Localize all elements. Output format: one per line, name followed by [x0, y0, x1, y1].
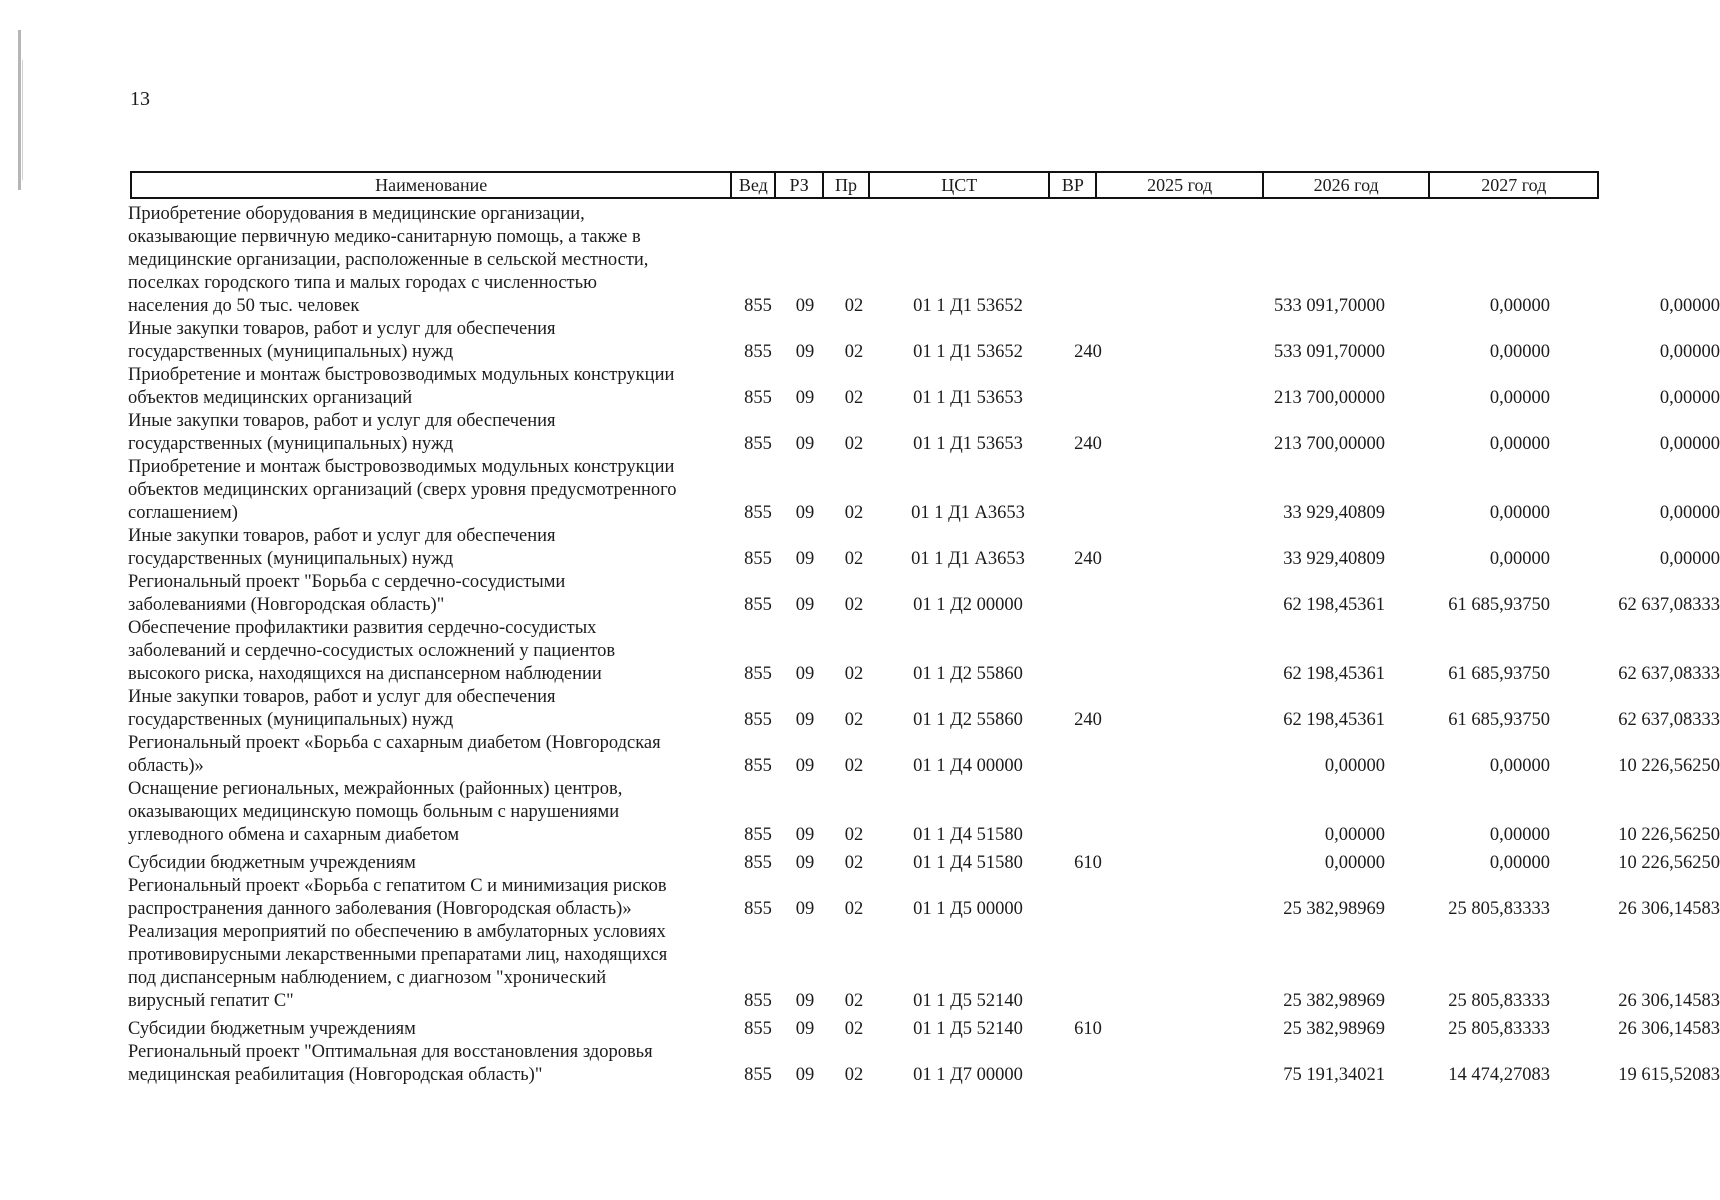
- cell-2025: 213 700,00000: [1274, 434, 1385, 454]
- table-row: [128, 686, 1720, 732]
- cell-2027: 62 637,08333: [1618, 664, 1720, 684]
- table-row: [128, 203, 1720, 318]
- table-row: [128, 525, 1720, 571]
- cell-rz: 09: [795, 434, 815, 454]
- cell-2027: 26 306,14583: [1618, 899, 1720, 919]
- header-2025: 2025 год: [1097, 173, 1264, 197]
- cell-2026: 25 805,83333: [1448, 899, 1550, 919]
- table-row: [128, 1041, 1720, 1087]
- cell-cst: 01 1 Д2 00000: [913, 595, 1023, 615]
- cell-ved: 855: [744, 342, 772, 362]
- cell-2025: 533 091,70000: [1274, 342, 1385, 362]
- table-row: [128, 875, 1720, 921]
- cell-cst: 01 1 Д1 А3653: [911, 503, 1025, 523]
- cell-rz: 09: [795, 710, 815, 730]
- cell-pr: 02: [844, 825, 864, 845]
- cell-ved: 855: [744, 434, 772, 454]
- row-name: Субсидии бюджетным учреждениям: [128, 1019, 416, 1039]
- table-body: [128, 203, 1720, 1087]
- cell-vr: 240: [1074, 434, 1102, 454]
- header-cst: ЦСТ: [870, 173, 1051, 197]
- cell-2025: 213 700,00000: [1274, 388, 1385, 408]
- cell-cst: 01 1 Д2 55860: [913, 664, 1023, 684]
- cell-rz: 09: [795, 503, 815, 523]
- cell-2026: 0,00000: [1489, 388, 1550, 408]
- cell-cst: 01 1 Д5 00000: [913, 899, 1023, 919]
- cell-2027: 10 226,56250: [1618, 756, 1720, 776]
- cell-2025: 0,00000: [1324, 825, 1385, 845]
- cell-pr: 02: [844, 342, 864, 362]
- cell-pr: 02: [844, 434, 864, 454]
- cell-pr: 02: [844, 853, 864, 873]
- cell-2027: 26 306,14583: [1618, 1019, 1720, 1039]
- scan-edge-mark: [18, 30, 21, 190]
- row-name: Иные закупки товаров, работ и услуг для обеспечения государственных (муниципальных) нужд: [128, 687, 556, 730]
- cell-2027: 0,00000: [1659, 549, 1720, 569]
- cell-cst: 01 1 Д1 53653: [913, 388, 1023, 408]
- cell-rz: 09: [795, 825, 815, 845]
- cell-pr: 02: [844, 664, 864, 684]
- table-row: [128, 364, 1720, 410]
- table-row: [128, 921, 1720, 1013]
- cell-cst: 01 1 Д1 А3653: [911, 549, 1025, 569]
- table-header: [130, 171, 1599, 199]
- cell-2027: 62 637,08333: [1618, 595, 1720, 615]
- table-row: [128, 617, 1720, 686]
- row-name: Приобретение оборудования в медицинские организации, оказывающие первичную медико-санитарную помощь, а также в медицинские организации, расположенные в сельской местности, поселках городского типа и малых городах с численностью населения до 50 тыс. человек: [128, 204, 649, 316]
- cell-ved: 855: [744, 503, 772, 523]
- cell-2025: 25 382,98969: [1283, 899, 1385, 919]
- cell-2027: 10 226,56250: [1618, 853, 1720, 873]
- cell-rz: 09: [795, 388, 815, 408]
- table-row: [128, 778, 1720, 847]
- cell-cst: 01 1 Д4 51580: [913, 853, 1023, 873]
- row-name: Обеспечение профилактики развития сердечно-сосудистых заболеваний и сердечно-сосудистых осложнений у пациентов высокого риска, находящихся на диспансерном наблюдении: [128, 618, 616, 684]
- cell-pr: 02: [844, 503, 864, 523]
- cell-vr: 610: [1074, 1019, 1102, 1039]
- cell-rz: 09: [795, 296, 815, 316]
- cell-cst: 01 1 Д2 55860: [913, 710, 1023, 730]
- cell-2025: 533 091,70000: [1274, 296, 1385, 316]
- row-name: Иные закупки товаров, работ и услуг для обеспечения государственных (муниципальных) нужд: [128, 319, 556, 362]
- cell-2026: 14 474,27083: [1448, 1065, 1550, 1085]
- header-rz: РЗ: [776, 173, 824, 197]
- header-vr: ВР: [1050, 173, 1097, 197]
- cell-2025: 0,00000: [1324, 756, 1385, 776]
- cell-cst: 01 1 Д5 52140: [913, 991, 1023, 1011]
- cell-ved: 855: [744, 549, 772, 569]
- cell-2027: 0,00000: [1659, 388, 1720, 408]
- table-row: [128, 318, 1720, 364]
- cell-ved: 855: [744, 1065, 772, 1085]
- table-row: [128, 1018, 1720, 1041]
- table-row: [128, 456, 1720, 525]
- cell-pr: 02: [844, 1019, 864, 1039]
- cell-rz: 09: [795, 899, 815, 919]
- cell-pr: 02: [844, 1065, 864, 1085]
- cell-2026: 61 685,93750: [1448, 595, 1550, 615]
- cell-2027: 0,00000: [1659, 342, 1720, 362]
- page-number: 13: [130, 88, 150, 110]
- cell-2026: 25 805,83333: [1448, 1019, 1550, 1039]
- row-name: Реализация мероприятий по обеспечению в амбулаторных условиях противовирусными лекарственными препаратами лиц, находящихся под диспансерным наблюдением, с диагнозом "хронический вирусный гепатит С": [128, 922, 668, 1011]
- header-ved: Вед: [732, 173, 776, 197]
- cell-2025: 33 929,40809: [1283, 549, 1385, 569]
- cell-2025: 25 382,98969: [1283, 1019, 1385, 1039]
- table-row: [128, 410, 1720, 456]
- cell-ved: 855: [744, 296, 772, 316]
- cell-ved: 855: [744, 710, 772, 730]
- cell-2026: 0,00000: [1489, 756, 1550, 776]
- cell-rz: 09: [795, 549, 815, 569]
- table-row: [128, 852, 1720, 875]
- cell-2026: 61 685,93750: [1448, 710, 1550, 730]
- cell-cst: 01 1 Д1 53653: [913, 434, 1023, 454]
- cell-pr: 02: [844, 756, 864, 776]
- cell-2027: 0,00000: [1659, 434, 1720, 454]
- cell-ved: 855: [744, 595, 772, 615]
- cell-ved: 855: [744, 1019, 772, 1039]
- cell-vr: 240: [1074, 342, 1102, 362]
- cell-2025: 0,00000: [1324, 853, 1385, 873]
- cell-2025: 62 198,45361: [1283, 595, 1385, 615]
- cell-ved: 855: [744, 991, 772, 1011]
- cell-2027: 0,00000: [1659, 503, 1720, 523]
- cell-cst: 01 1 Д1 53652: [913, 296, 1023, 316]
- cell-vr: 240: [1074, 549, 1102, 569]
- row-name: Региональный проект «Борьба с сахарным диабетом (Новгородская область)»: [128, 733, 661, 776]
- cell-pr: 02: [844, 595, 864, 615]
- cell-2025: 25 382,98969: [1283, 991, 1385, 1011]
- cell-pr: 02: [844, 549, 864, 569]
- cell-ved: 855: [744, 664, 772, 684]
- cell-cst: 01 1 Д7 00000: [913, 1065, 1023, 1085]
- cell-ved: 855: [744, 825, 772, 845]
- cell-2026: 0,00000: [1489, 503, 1550, 523]
- cell-rz: 09: [795, 664, 815, 684]
- cell-2025: 33 929,40809: [1283, 503, 1385, 523]
- header-2026: 2026 год: [1264, 173, 1431, 197]
- row-name: Региональный проект "Борьба с сердечно-сосудистыми заболеваниями (Новгородская область)": [128, 572, 566, 615]
- cell-2025: 62 198,45361: [1283, 710, 1385, 730]
- cell-ved: 855: [744, 853, 772, 873]
- cell-2026: 0,00000: [1489, 342, 1550, 362]
- cell-cst: 01 1 Д5 52140: [913, 1019, 1023, 1039]
- cell-2027: 10 226,56250: [1618, 825, 1720, 845]
- cell-ved: 855: [744, 899, 772, 919]
- row-name: Региональный проект "Оптимальная для восстановления здоровья медицинская реабилитация (Новгородская область)": [128, 1042, 653, 1085]
- header-name: Наименование: [132, 173, 732, 197]
- row-name: Иные закупки товаров, работ и услуг для обеспечения государственных (муниципальных) нужд: [128, 411, 556, 454]
- cell-2026: 61 685,93750: [1448, 664, 1550, 684]
- cell-rz: 09: [795, 342, 815, 362]
- cell-2026: 0,00000: [1489, 549, 1550, 569]
- cell-cst: 01 1 Д4 00000: [913, 756, 1023, 776]
- cell-rz: 09: [795, 853, 815, 873]
- cell-2027: 0,00000: [1659, 296, 1720, 316]
- cell-vr: 240: [1074, 710, 1102, 730]
- row-name: Приобретение и монтаж быстровозводимых модульных конструкции объектов медицинских организаций (сверх уровня предусмотренного соглашением): [128, 457, 677, 523]
- cell-cst: 01 1 Д1 53652: [913, 342, 1023, 362]
- cell-cst: 01 1 Д4 51580: [913, 825, 1023, 845]
- row-name: Оснащение региональных, межрайонных (районных) центров, оказывающих медицинскую помощь больным с нарушениями углеводного обмена и сахарным диабетом: [128, 779, 623, 845]
- cell-2025: 62 198,45361: [1283, 664, 1385, 684]
- cell-pr: 02: [844, 899, 864, 919]
- cell-2026: 0,00000: [1489, 296, 1550, 316]
- cell-2027: 26 306,14583: [1618, 991, 1720, 1011]
- scan-edge-mark: [22, 60, 23, 180]
- row-name: Региональный проект «Борьба с гепатитом С и минимизация рисков распространения данного заболевания (Новгородская область)»: [128, 876, 667, 919]
- cell-pr: 02: [844, 710, 864, 730]
- cell-pr: 02: [844, 296, 864, 316]
- cell-2027: 62 637,08333: [1618, 710, 1720, 730]
- row-name: Иные закупки товаров, работ и услуг для обеспечения государственных (муниципальных) нужд: [128, 526, 556, 569]
- cell-2025: 75 191,34021: [1283, 1065, 1385, 1085]
- cell-2026: 0,00000: [1489, 825, 1550, 845]
- cell-rz: 09: [795, 1019, 815, 1039]
- cell-ved: 855: [744, 388, 772, 408]
- row-name: Приобретение и монтаж быстровозводимых модульных конструкции объектов медицинских организаций: [128, 365, 675, 408]
- cell-2026: 25 805,83333: [1448, 991, 1550, 1011]
- cell-pr: 02: [844, 388, 864, 408]
- header-2027: 2027 год: [1481, 174, 1547, 195]
- cell-rz: 09: [795, 1065, 815, 1085]
- cell-rz: 09: [795, 991, 815, 1011]
- table-row: [128, 571, 1720, 617]
- header-pr: Пр: [824, 173, 870, 197]
- cell-2027: 19 615,52083: [1618, 1065, 1720, 1085]
- cell-vr: 610: [1074, 853, 1102, 873]
- cell-ved: 855: [744, 756, 772, 776]
- cell-2026: 0,00000: [1489, 434, 1550, 454]
- cell-rz: 09: [795, 595, 815, 615]
- cell-rz: 09: [795, 756, 815, 776]
- cell-2026: 0,00000: [1489, 853, 1550, 873]
- table-row: [128, 732, 1720, 778]
- cell-pr: 02: [844, 991, 864, 1011]
- row-name: Субсидии бюджетным учреждениям: [128, 853, 416, 873]
